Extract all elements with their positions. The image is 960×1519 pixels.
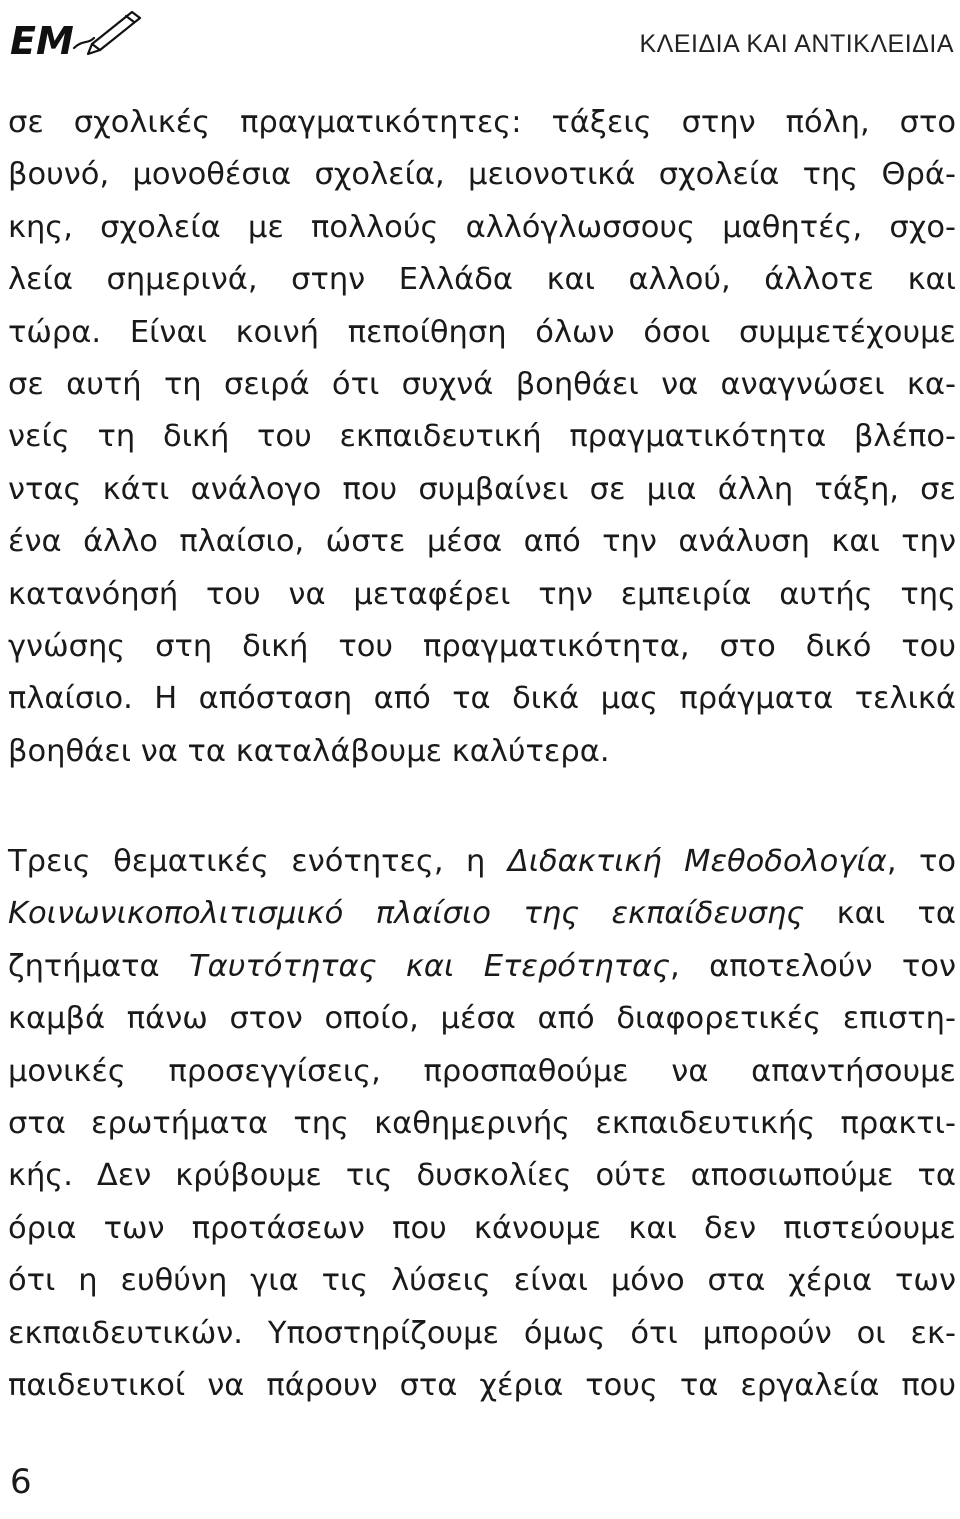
text-run: , το [886, 844, 956, 880]
emphasis-didactic-methodology: Διδακτική Μεθοδολογία [507, 844, 887, 880]
text-line: εκπαιδευτικών. Υποστηρίζουμε όμως ότι μπορούν οι εκ- [8, 1315, 956, 1351]
text-run: ζητήματα [8, 948, 190, 984]
paragraph-gap [8, 778, 956, 836]
text-line: κατανόησή του να μεταφέρει την εμπειρία αυτής της [8, 576, 956, 612]
emphasis-identity-otherness: Ταυτότητας και Ετερότητας [189, 948, 670, 984]
text-line: σε σχολικές πραγματικότητες: τάξεις στην πόλη, στο [8, 105, 956, 140]
text-run: Τρεις θεματικές ενότητες, η [8, 844, 508, 880]
body-text [8, 97, 956, 1412]
running-head-title: ΚΛΕΙΔΙΑ ΚΑΙ ΑΝΤΙΚΛΕΙΔΙΑ [639, 30, 954, 58]
text-run: και τα [804, 896, 956, 932]
text-line: μονικές προσεγγίσεις, προσπαθούμε να απαντήσουμε [8, 1053, 956, 1089]
text-line [8, 941, 956, 993]
text-line: ντας κάτι ανάλογο που συμβαίνει σε μια άλλη τάξη, σε [8, 471, 956, 507]
paragraph-2 [8, 836, 956, 1412]
text-line: παιδευτικοί να πάρουν στα χέρια τους τα εργαλεία που [8, 1367, 956, 1403]
text-line [8, 888, 956, 940]
text-line: τώρα. Είναι κοινή πεποίθηση όλων όσοι συμμετέχουμε [8, 314, 956, 350]
pen-logo-icon [8, 4, 148, 64]
text-line: βουνό, μονοθέσια σχολεία, μειονοτικά σχολεία της Θρά- [8, 157, 956, 193]
text-line: κης, σχολεία με πολλούς αλλόγλωσσους μαθητές, σχο- [8, 209, 956, 245]
text-line: γνώσης στη δική του πραγματικότητα, στο δικό του [8, 628, 956, 664]
text-run: , αποτελούν τον [669, 948, 956, 984]
text-line [8, 836, 956, 888]
emphasis-sociocultural-context: Κοινωνικοπολιτισμικό πλαίσιο της εκπαίδευσης [8, 896, 805, 932]
text-line: νείς τη δική του εκπαιδευτική πραγματικότητα βλέπο- [8, 419, 956, 455]
logo-text: ΕΜ [10, 19, 74, 63]
text-line: λεία σημερινά, στην Ελλάδα και αλλού, άλλοτε και [8, 262, 956, 298]
text-line: πλαίσιο. Η απόσταση από τα δικά μας πράγματα τελικά [8, 681, 956, 717]
text-line: όρια των προτάσεων που κάνουμε και δεν πιστεύουμε [8, 1210, 956, 1246]
text-line: ότι η ευθύνη για τις λύσεις είναι μόνο στα χέρια των [8, 1263, 956, 1299]
text-line: καμβά πάνω στον οποίο, μέσα από διαφορετικές επιστη- [8, 1001, 956, 1037]
page-number: 6 [10, 1462, 32, 1502]
paragraph-1 [8, 97, 956, 778]
text-line: βοηθάει να τα καταλάβουμε καλύτερα. [8, 733, 610, 769]
text-line: στα ερωτήματα της καθημερινής εκπαιδευτικής πρακτι- [8, 1106, 956, 1142]
page-header [0, 0, 960, 80]
text-line: κής. Δεν κρύβουμε τις δυσκολίες ούτε αποσιωπούμε τα [8, 1158, 956, 1194]
text-line: ένα άλλο πλαίσιο, ώστε μέσα από την ανάλυση και την [8, 524, 956, 560]
text-line: σε αυτή τη σειρά ότι συχνά βοηθάει να αναγνώσει κα- [8, 366, 956, 402]
